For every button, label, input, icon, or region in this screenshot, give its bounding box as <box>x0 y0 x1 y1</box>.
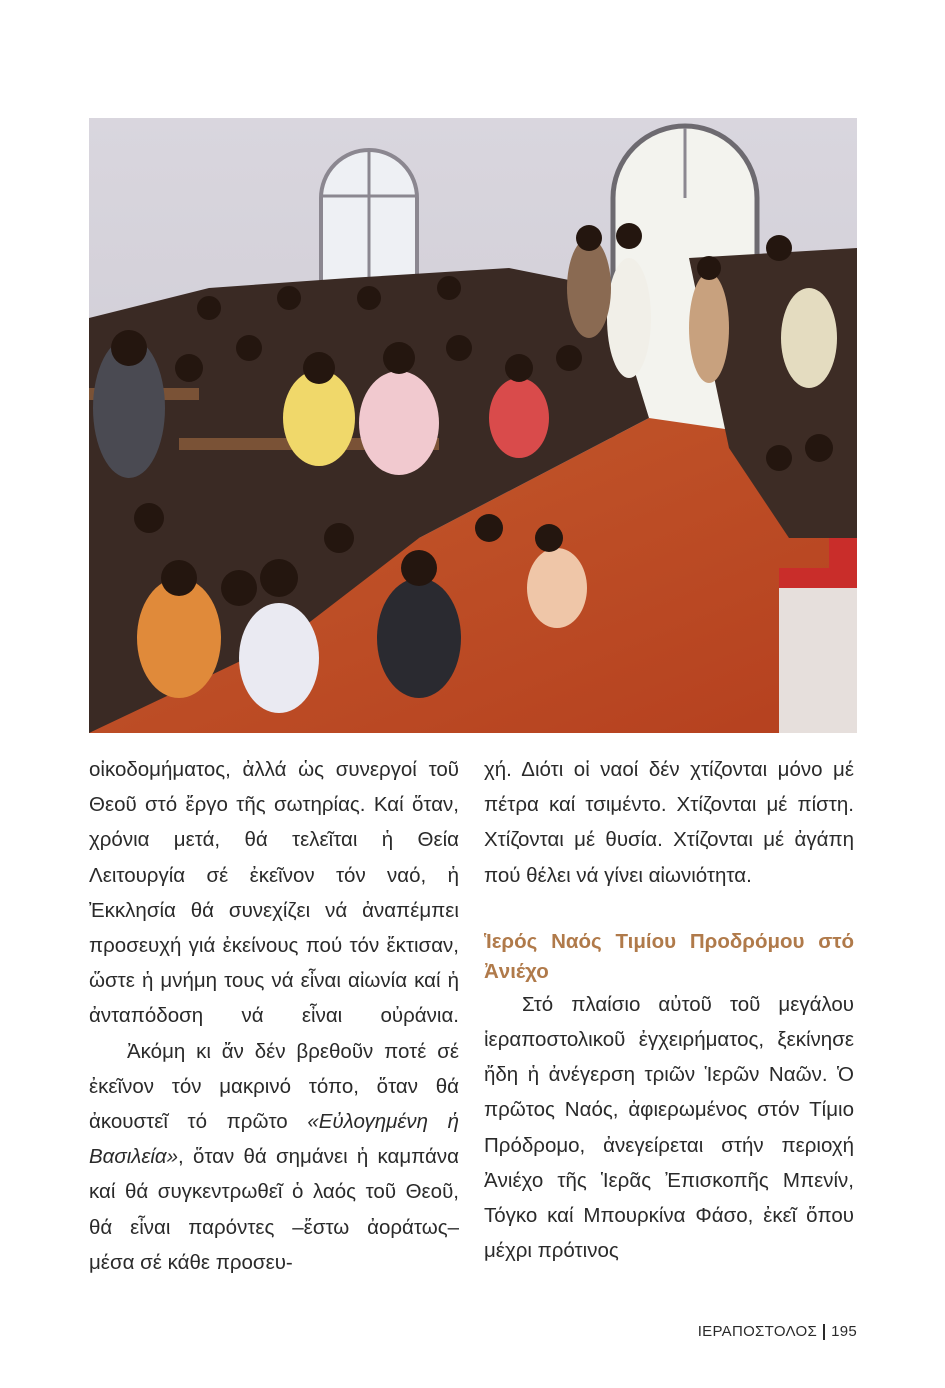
church-congregation-photo <box>89 118 857 733</box>
left-column <box>89 752 459 1280</box>
footer-divider <box>823 1324 825 1340</box>
right-paragraph-2: Στό πλαίσιο αὐτοῦ τοῦ μεγάλου ἱεραποστολικοῦ ἐγχειρήματος, ξεκίνησε ἤδη ἡ ἀνέγερση τριῶν Ἱερῶν Ναῶν. Ὁ πρῶτος Ναός, ἀφιερωμένος στόν Τίμιο Πρόδρομο, ἀνεγείρεται στήν περιοχή Ἀνιέχο τῆς Ἱερᾶς Ἐπισκοπῆς Μπενίν, Τόγκο καί Μπουρκίνα Φάσο, ἐκεῖ ὅπου μέχρι πρότινος <box>484 992 854 1263</box>
section-heading: Ἱερός Ναός Τιμίου Προδρόμου στό Ἀνιέχο <box>484 929 854 983</box>
left-paragraph-2: Ἀκόμη κι ἄν δέν βρεθοῦν ποτέ σέ ἐκεῖνον τόν μακρινό τόπο, ὅταν θά ἀκουστεῖ τό πρῶτο «Εὐλογημένη ἡ Βασιλεία», ὅταν θά σημάνει ἡ καμπάνα καί θά συγκεντρωθεῖ ὁ λαός τοῦ Θεοῦ, θά εἶναι παρόντες –ἔστω ἀοράτως– μέσα σέ κάθε προσευ- <box>89 1039 459 1274</box>
quote-blessed-kingdom: «Εὐλογημένη ἡ Βασιλεία» <box>89 1110 459 1169</box>
page-footer <box>698 1323 857 1340</box>
right-paragraph-1: χή. Διότι οἱ ναοί δέν χτίζονται μόνο μέ πέτρα καί τσιμέντο. Χτίζονται μέ πίστη. Χτίζονται μέ θυσία. Χτίζονται μέ ἀγάπη πού θέλει νά γίνει αἰωνιότητα. <box>484 758 854 887</box>
left-paragraph-1: οἰκοδομήματος, ἀλλά ὡς συνεργοί τοῦ Θεοῦ στό ἔργο τῆς σωτηρίας. Καί ὅταν, χρόνια μετά, θά τελεῖται ἡ Θεία Λειτουργία σέ ἐκεῖνον τόν ναό, ἡ Ἐκκλησία θά συνεχίζει νά ἀναπέμπει προσευχή γιά ἐκείνους πού τόν ἔκτισαν, ὥστε ἡ μνήμη τους νά εἶναι αἰωνία καί ἡ ἀνταπόδοση νά εἶναι οὐράνια. <box>89 758 459 1028</box>
right-column <box>484 752 854 1268</box>
page-number: 195 <box>831 1323 857 1340</box>
magazine-title: ΙΕΡΑΠΟΣΤΟΛΟΣ <box>697 1323 818 1340</box>
